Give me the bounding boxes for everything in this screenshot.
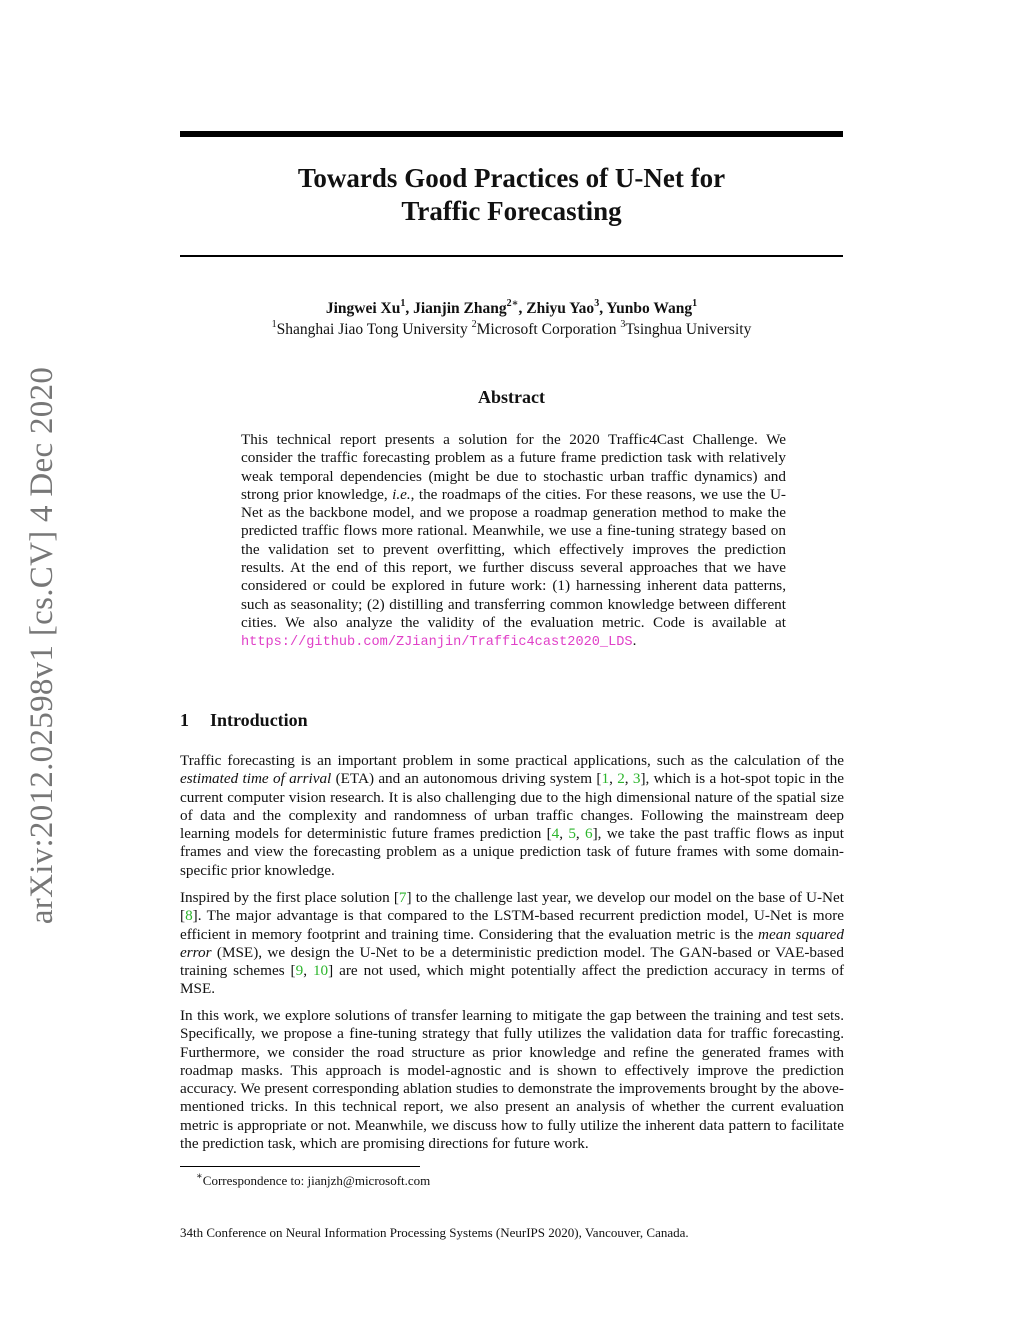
- citation-link[interactable]: 6: [584, 825, 593, 843]
- citation-link[interactable]: 10: [312, 962, 329, 980]
- author-affiliation-mark: 1: [692, 297, 698, 309]
- affiliation-list: [180, 320, 843, 340]
- abstract-text-part: , the roadmaps of the cities. For these reasons, we use the U-Net as the backbone model, and we propose a roadmap generation method to make the predicted traffic flows more rational. Meanwhile, we use a fine-tuning strategy based on the validation set to prevent overfitting, which effectively improves the prediction results. At the end of this report, we further discuss several approaches that we have considered or could be explored in future work: (1) harnessing inherent data patterns, such as seasonality; (2) distilling and transferring common knowledge between different cities. We also analyze the validity of the evaluation metric. Code is available at: [241, 485, 786, 631]
- footnote: [196, 1172, 430, 1189]
- paragraph-text: ], we take the past traffic flows as input frames and view the forecasting problem as a unique prediction task of future frames with some domain-specific prior knowledge.: [180, 825, 844, 879]
- paragraph-text: (ETA) and an autonomous driving system [: [331, 770, 602, 788]
- citation-link[interactable]: 5: [568, 825, 576, 843]
- citation-link[interactable]: 9: [295, 962, 304, 980]
- paragraph-text: ], which is a hot-spot topic in the current computer vision research. It is also challenging due to the high dimensional nature of the spatial size of data and the complexity and randomness of urban traffic changes. Following the mainstream deep learning models for deterministic future frames prediction [: [180, 770, 844, 843]
- author-name: Zhiyu Yao: [526, 300, 595, 317]
- affiliation-mark: 1: [271, 318, 277, 330]
- citation-link[interactable]: 8: [185, 907, 193, 925]
- paragraph-text: Inspired by the first place solution [: [180, 889, 399, 906]
- affiliation-mark: 3: [620, 318, 626, 330]
- footnote-mark: ∗: [196, 1170, 203, 1182]
- paper-title-line-1: Towards Good Practices of U-Net for: [297, 163, 726, 193]
- affiliation-name: Microsoft Corporation: [476, 321, 617, 338]
- footnote-rule: [180, 1166, 420, 1167]
- affiliation-name: Tsinghua University: [625, 321, 752, 338]
- conference-note: 34th Conference on Neural Information Processing Systems (NeurIPS 2020), Vancouver, Canada.: [180, 1225, 689, 1240]
- paragraph-text: ] are not used, which might potentially affect the prediction accuracy in terms of MSE.: [180, 962, 845, 998]
- arxiv-identifier-text: arXiv:2012.02598v1 [cs.CV] 4 Dec 2020: [24, 366, 61, 924]
- section-number: 1: [180, 710, 189, 730]
- abstract-heading: Abstract: [478, 387, 545, 407]
- paragraph-text: (MSE), we design the U-Net to be a deterministic prediction model. The GAN-based or VAE-based training schemes [: [180, 943, 844, 980]
- paragraph-text: ]. The major advantage is that compared to the LSTM-based recurrent prediction model, U-Net is more efficient in memory footprint and training time. Considering that the evaluation metric is the: [180, 907, 844, 943]
- author-list: Jingwei Xu$^1$, Jianjin Zhang$^{2∗}$, Zhiyu Yao$^3$, Yunbo Wang$^1$: [325, 297, 698, 317]
- paper-title: [180, 162, 843, 228]
- paragraph-text: Traffic forecasting is an important problem in some practical applications, such as the calculation of the: [180, 752, 844, 769]
- citation-link[interactable]: 1: [601, 770, 610, 788]
- abstract-ie: i.e.: [392, 485, 411, 503]
- citation-link[interactable]: 7: [398, 889, 407, 906]
- section-title: Introduction: [210, 710, 308, 730]
- footnote-text: Correspondence to: jianjzh@microsoft.com: [202, 1173, 431, 1188]
- title-top-rule: [180, 131, 843, 137]
- paper-title-line-2: Traffic Forecasting: [401, 196, 622, 226]
- author-affiliation-mark: 2∗: [506, 297, 519, 309]
- emphasis-text: estimated time of arrival: [180, 770, 332, 788]
- author-affiliation-mark: 3: [594, 297, 600, 309]
- author-name: Yunbo Wang: [606, 300, 693, 317]
- author-name: Jianjin Zhang: [413, 300, 507, 317]
- citation-link[interactable]: 3: [632, 770, 641, 788]
- arxiv-identifier: [18, 360, 68, 930]
- citation-link[interactable]: 2: [617, 770, 625, 788]
- emphasis-text: mean squared error: [180, 925, 844, 961]
- title-bottom-rule: [180, 255, 843, 257]
- intro-paragraph-2: Inspired by the first place solution [7] to the challenge last year, we develop our model on the base of U-Net [8]. The major advantage is that compared to the LSTM-based recurrent prediction model, U-Net is more efficient in memory footprint and training time. Considering that the evaluation metric is the mean squared error (MSE), we design the U-Net to be a deterministic prediction model. The GAN-based or VAE-based training schemes [9, 10] are not used, which might potentially affect the prediction accuracy in terms of MSE.: [180, 889, 845, 998]
- author-name: Jingwei Xu: [325, 300, 401, 317]
- intro-paragraph-1: Traffic forecasting is an important problem in some practical applications, such as the calculation of the estimated time of arrival (ETA) and an autonomous driving system [1, 2, 3], which is a hot-spot topic in the current computer vision research. It is also challenging due to the high dimensional nature of the spatial size of data and the complexity and randomness of urban traffic changes. Following the mainstream deep learning models for deterministic future frames prediction [4, 5, 6], we take the past traffic flows as input frames and view the forecasting problem as a unique prediction task of future frames with some domain-specific prior knowledge.: [180, 752, 844, 879]
- section-heading-introduction: [180, 708, 843, 732]
- abstract-text: [241, 431, 786, 653]
- affiliation-name: Shanghai Jiao Tong University: [276, 321, 468, 338]
- citation-link[interactable]: 4: [551, 825, 560, 843]
- affiliation-mark: 2: [471, 318, 477, 330]
- abstract-text-part: This technical report presents a solution for the 2020 Traffic4Cast Challenge. We consider the traffic forecasting problem as a future frame prediction task with relatively weak temporal dependencies (might be due to stochastic urban traffic dynamics) and strong prior knowledge,: [241, 431, 786, 503]
- abstract-end: .: [632, 632, 637, 650]
- intro-paragraph-3: In this work, we explore solutions of transfer learning to mitigate the gap between the training and test sets. Specifically, we propose a fine-tuning strategy that fully utilizes the validation data for traffic forecasting. Furthermore, we consider the road structure as prior knowledge and refine the generated frames with roadmap masks. This approach is model-agnostic and is shown to effectively improve the prediction accuracy. We present corresponding ablation studies to demonstrate the improvements brought by the above-mentioned tricks. In this technical report, we also present an analysis of whether the current evaluation metric is appropriate or not. Meanwhile, we discuss how to fully utilize the inherent data pattern to facilitate the prediction task, which are promising directions for future work.: [180, 1007, 844, 1153]
- author-affiliation-mark: 1: [400, 297, 406, 309]
- paragraph-text: ] to the challenge last year, we develop our model on the base of U-Net [: [180, 889, 844, 925]
- code-link[interactable]: https://github.com/ZJianjin/Traffic4cast2020_LDS: [241, 635, 633, 651]
